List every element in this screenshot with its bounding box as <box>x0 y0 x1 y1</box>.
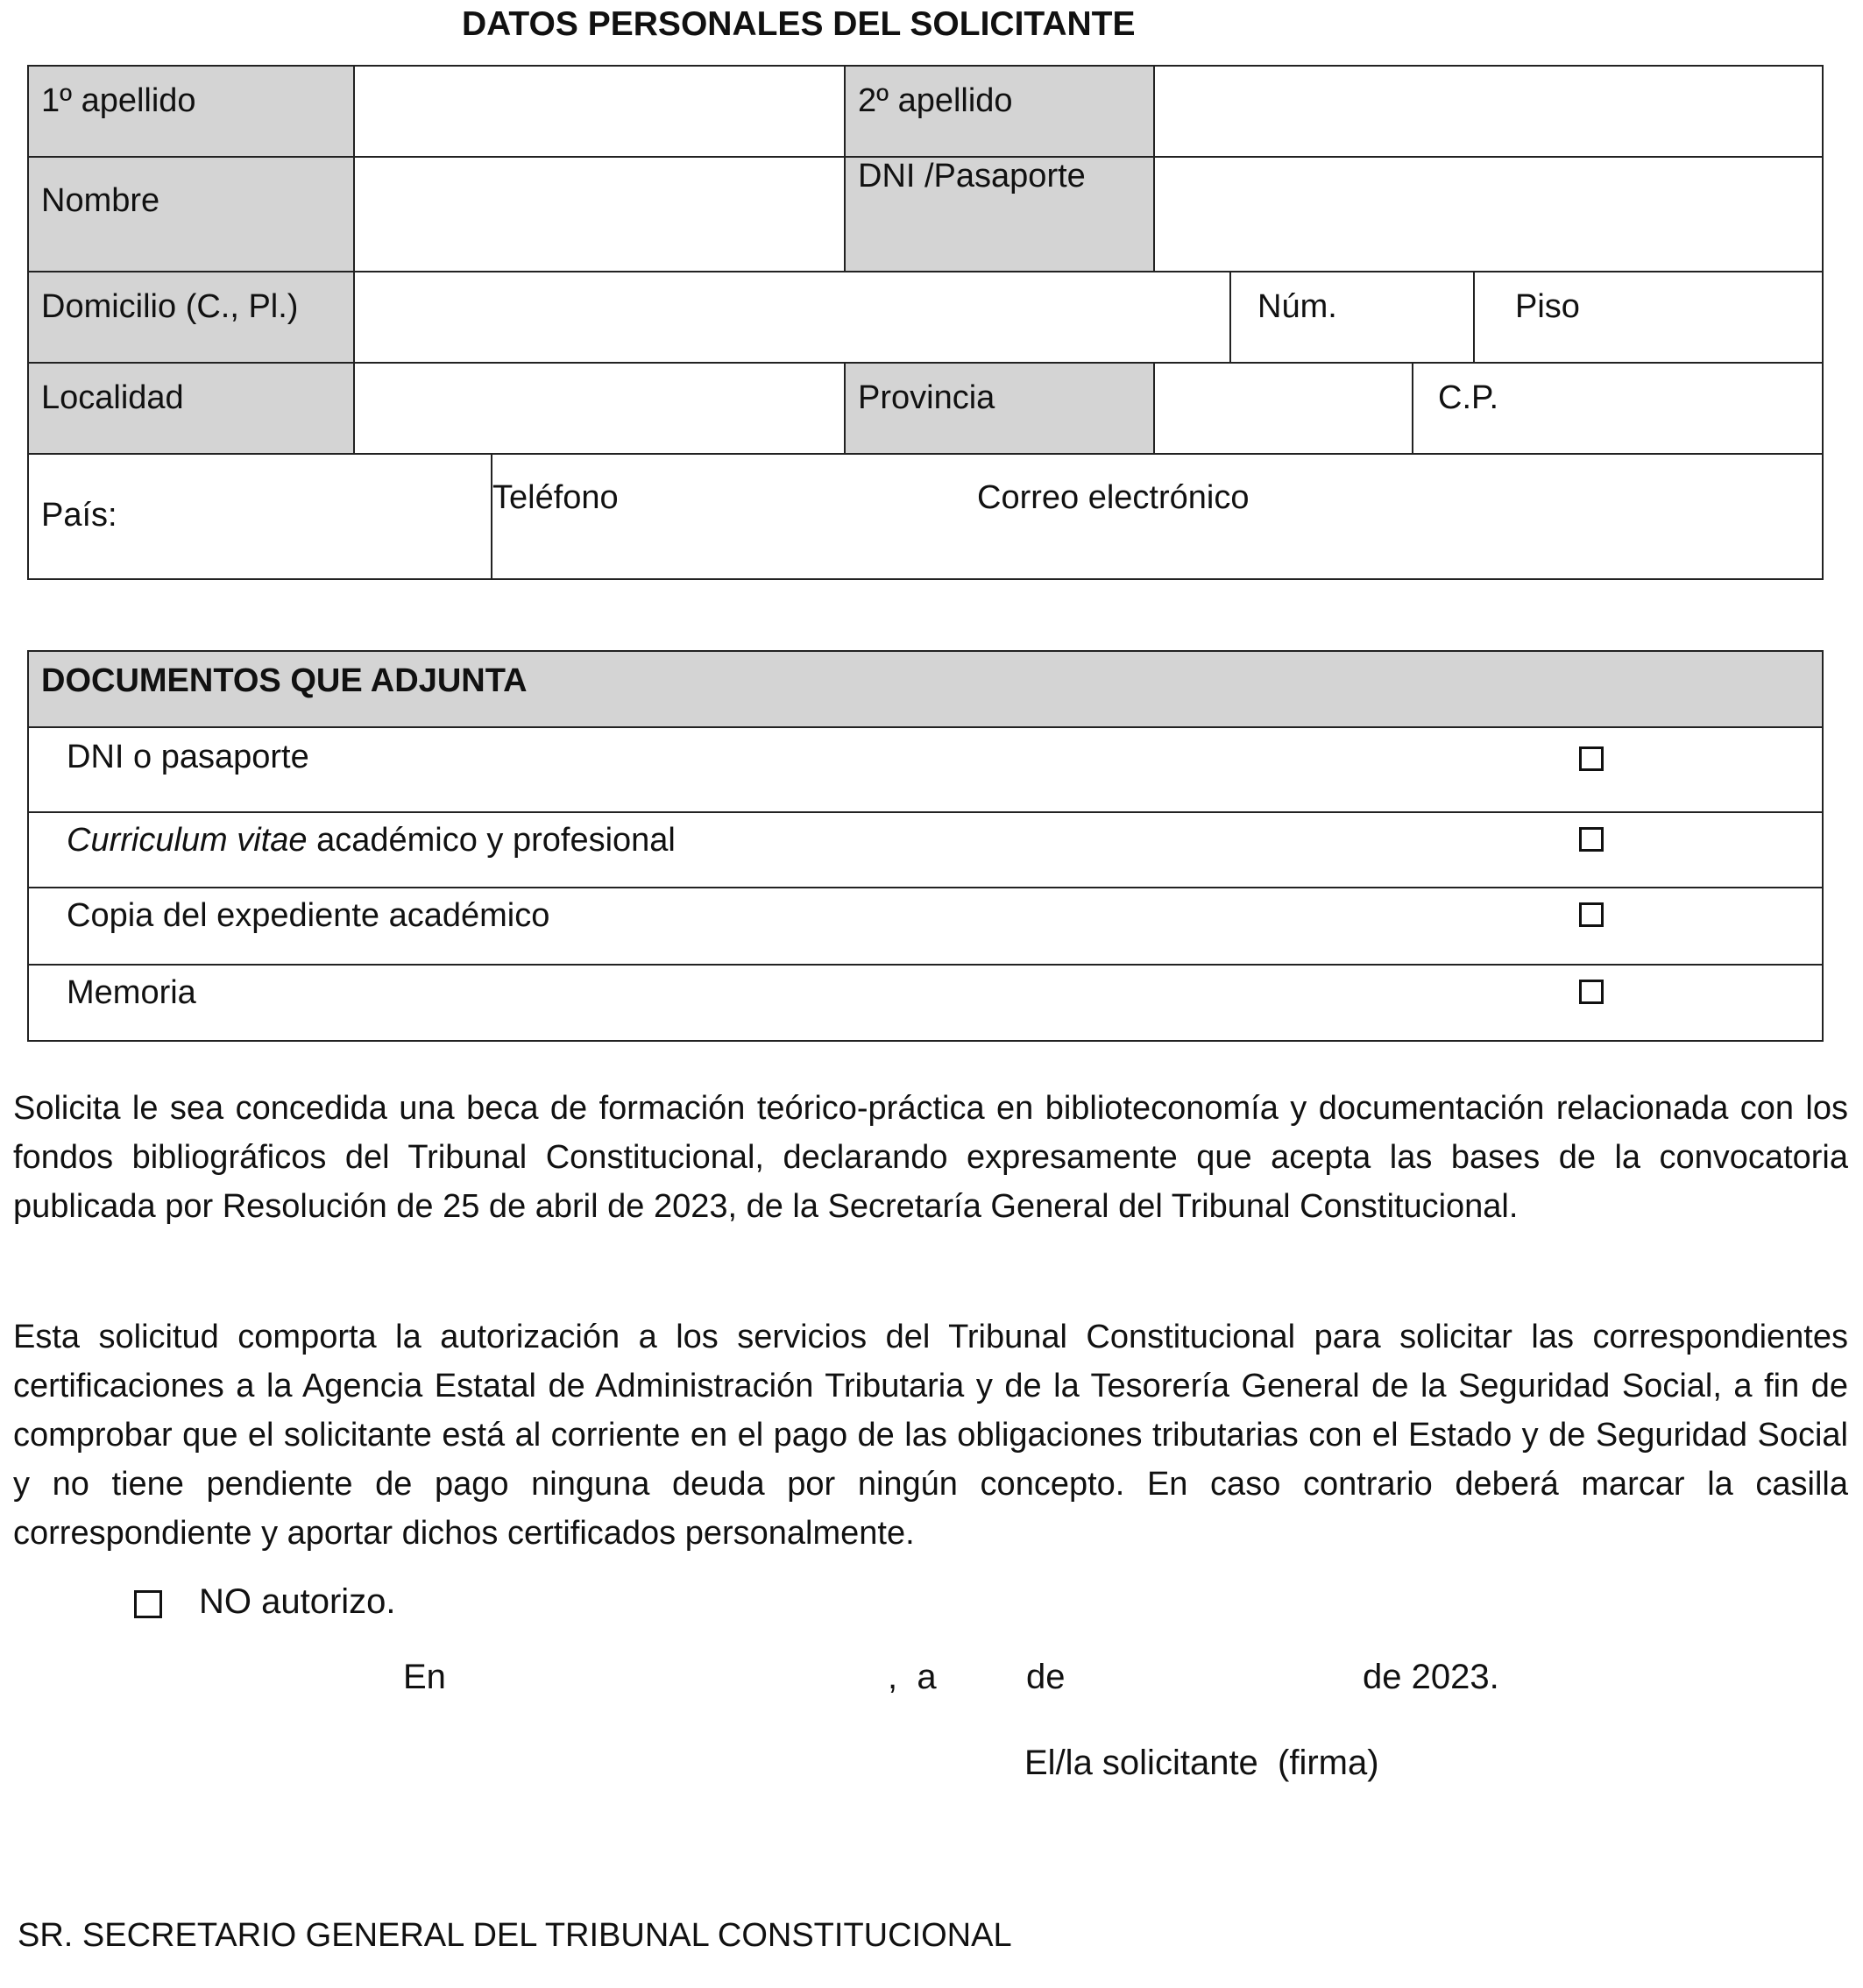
telefono-label: Teléfono <box>492 479 619 516</box>
correo-label: Correo electrónico <box>977 479 1250 516</box>
section-title-personal: DATOS PERSONALES DEL SOLICITANTE <box>462 5 1136 43</box>
num-label: Núm. <box>1257 288 1337 325</box>
document-cv-label <box>67 822 676 860</box>
apellido1-label: 1º apellido <box>41 82 196 119</box>
document-row-memoria <box>29 966 1822 1040</box>
provincia-field[interactable] <box>1155 364 1413 455</box>
dni-label: DNI /Pasaporte <box>858 158 1086 195</box>
localidad-label: Localidad <box>41 379 184 416</box>
domicilio-label: Domicilio (C., Pl.) <box>41 288 299 325</box>
pais-field[interactable] <box>29 455 492 578</box>
authorization-paragraph: Esta solicitud comporta la autorización a los servicios del Tribunal Constitucional para solicitar las correspondientes certificaciones a la Agencia Estatal de Administración Tributaria y de la Tesorería General de la Seguridad Social, a fin de comprobar que el solicitante está al corriente en el pago de las obligaciones tributarias con el Estado y de Seguridad Social y no tiene pendiente de pago ninguna deuda por ningún concepto. En caso contrario deberá marcar la casilla correspondiente y aportar dichos certificados personalmente. <box>13 1319 1848 1552</box>
no-autorizo-checkbox[interactable] <box>134 1590 162 1618</box>
label-dni-cell <box>846 158 1155 272</box>
document-cv-italic: Curriculum vitae <box>67 822 308 859</box>
document-memoria-checkbox[interactable] <box>1579 980 1604 1004</box>
apellido2-field[interactable] <box>1155 67 1822 158</box>
personal-data-table <box>27 65 1824 580</box>
document-expediente-checkbox[interactable] <box>1579 902 1604 927</box>
place-en-label: En <box>403 1658 446 1696</box>
document-cv-checkbox[interactable] <box>1579 827 1604 852</box>
date-de-label: de <box>1026 1658 1066 1696</box>
nombre-label: Nombre <box>41 182 160 219</box>
request-paragraph: Solicita le sea concedida una beca de formación teórico-práctica en biblioteconomía y documentación relacionada con los fondos bibliográficos del Tribunal Constitucional, declarando expresamente que acepta las bases de la convocatoria publicada por Resolución de 25 de abril de 2023, de la Secretaría General del Tribunal Constitucional. <box>13 1090 1848 1225</box>
document-expediente-label: Copia del expediente académico <box>67 897 550 934</box>
piso-label: Piso <box>1515 288 1580 325</box>
date-a-label: , a <box>888 1658 937 1696</box>
contact-field[interactable] <box>492 455 1822 578</box>
nombre-field[interactable] <box>355 158 846 272</box>
signature-label: El/la solicitante (firma) <box>1024 1744 1379 1782</box>
piso-field[interactable] <box>1475 272 1822 364</box>
addressee-label: SR. SECRETARIO GENERAL DEL TRIBUNAL CONSTITUCIONAL <box>18 1917 1012 1954</box>
cp-label: C.P. <box>1438 379 1499 416</box>
domicilio-field[interactable] <box>355 272 1231 364</box>
date-year-label: de 2023. <box>1363 1658 1499 1696</box>
label-apellido1-cell <box>29 67 355 158</box>
label-domicilio-cell <box>29 272 355 364</box>
document-dni-label: DNI o pasaporte <box>67 739 309 775</box>
pais-label: País: <box>41 497 117 534</box>
apellido1-field[interactable] <box>355 67 846 158</box>
label-provincia-cell <box>846 364 1155 455</box>
document-row-expediente <box>29 888 1822 966</box>
apellido2-label: 2º apellido <box>858 82 1013 119</box>
document-dni-checkbox[interactable] <box>1579 746 1604 771</box>
no-autorizo-label: NO autorizo. <box>199 1582 396 1621</box>
label-localidad-cell <box>29 364 355 455</box>
label-apellido2-cell <box>846 67 1155 158</box>
document-row-dni <box>29 728 1822 813</box>
documents-title: DOCUMENTOS QUE ADJUNTA <box>41 662 528 699</box>
localidad-field[interactable] <box>355 364 846 455</box>
documents-table <box>27 650 1824 1042</box>
label-nombre-cell <box>29 158 355 272</box>
provincia-label: Provincia <box>858 379 995 416</box>
cp-field[interactable] <box>1413 364 1822 455</box>
dni-field[interactable] <box>1155 158 1822 272</box>
document-row-cv <box>29 813 1822 888</box>
num-field[interactable] <box>1231 272 1475 364</box>
document-memoria-label: Memoria <box>67 974 196 1011</box>
documents-header <box>29 652 1822 728</box>
document-cv-rest: académico y profesional <box>307 822 676 859</box>
